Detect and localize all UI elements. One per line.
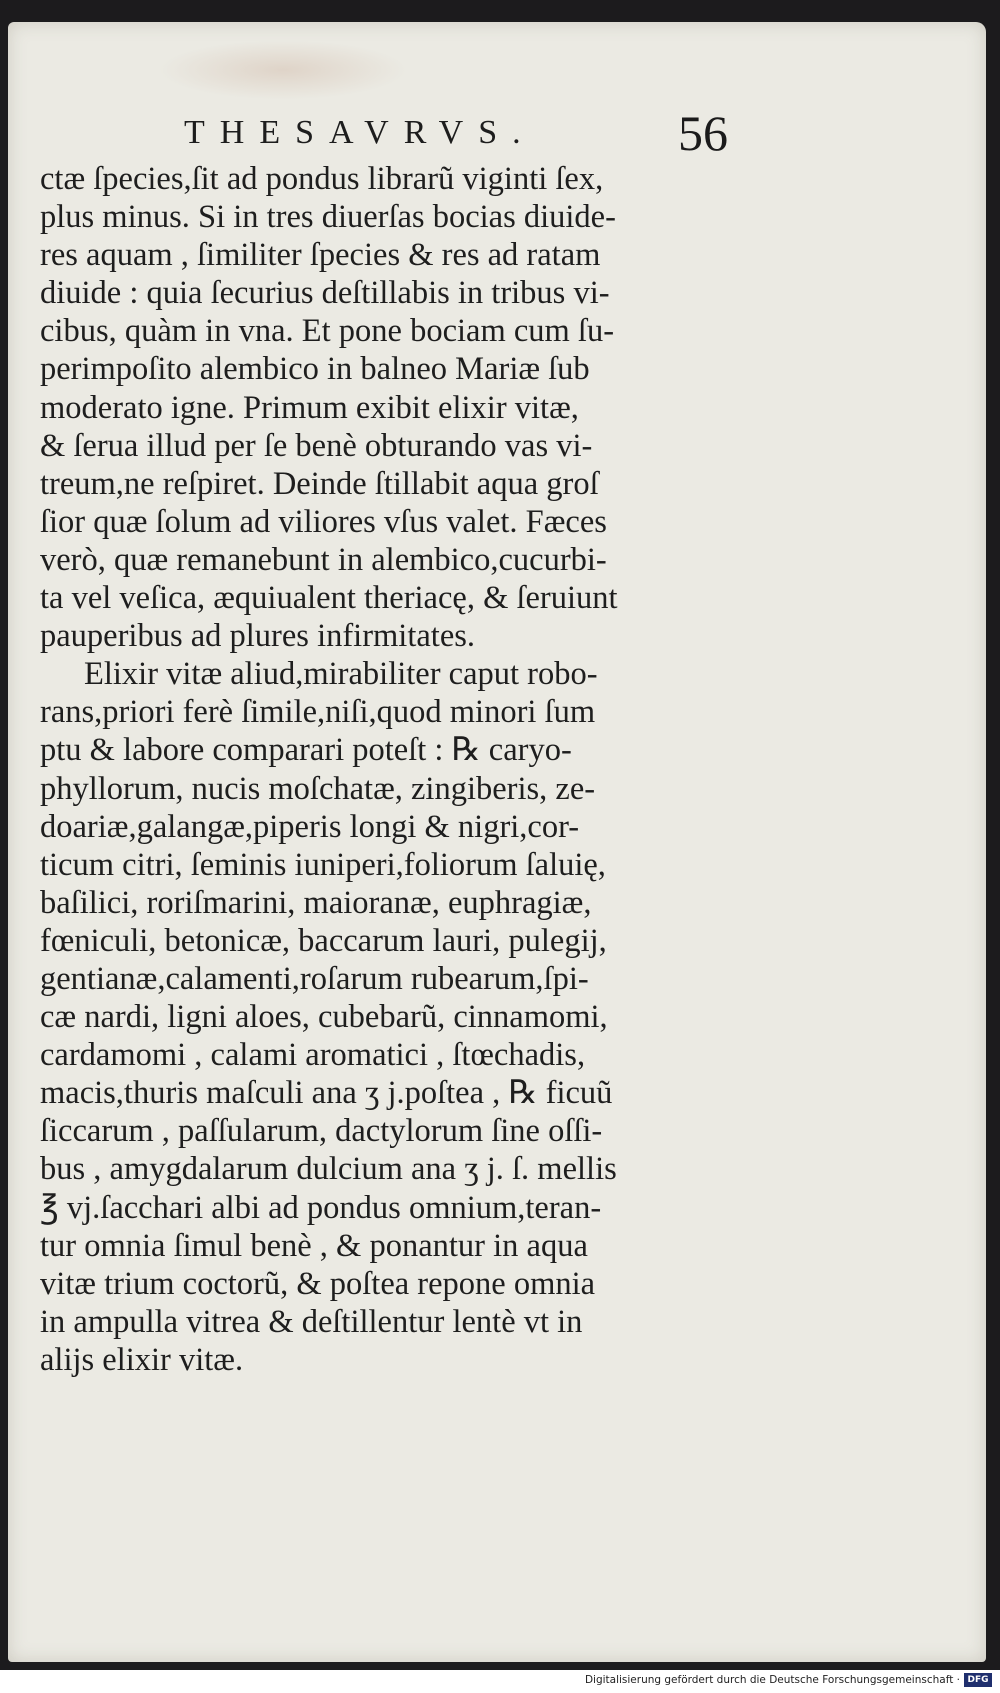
- text-line: ctæ ſpecies,ſit ad pondus librarũ viginti ſex,: [40, 161, 604, 197]
- text-line: moderato igne. Primum exibit elixir vitæ,: [40, 389, 579, 426]
- book-page: [8, 22, 986, 1662]
- text-line: ticum citri, ſeminis iuniperi,foliorum ſaluię,: [40, 846, 606, 883]
- text-line: in ampulla vitrea & deſtillentur lentè vt in: [40, 1303, 583, 1340]
- text-line: alijs elixir vitæ.: [40, 1341, 244, 1378]
- dfg-logo: DFG: [964, 1673, 992, 1687]
- text-line: phyllorum, nucis moſchatæ, zingiberis, ze-: [40, 770, 596, 807]
- text-line: rans,priori ferè ſimile,niſi,quod minori ſum: [40, 694, 596, 731]
- text-line: cæ nardi, ligni aloes, cubebarũ, cinnamomi,: [40, 999, 608, 1036]
- text-line: ſior quæ ſolum ad viliores vſus valet. Fæces: [40, 503, 607, 540]
- text-line: baſilici, roriſmarini, maioranæ, euphragiæ,: [40, 884, 592, 921]
- text-line: bus , amygdalarum dulcium ana ʒ j. ſ. mellis: [40, 1151, 617, 1188]
- text-line: ta vel veſica, æquiualent theriacę, & ſeruiunt: [40, 580, 618, 617]
- text-line: gentianæ,calamenti,roſarum rubearum,ſpi-: [40, 960, 589, 997]
- text-line: treum,ne reſpiret. Deinde ſtillabit aqua groſ: [40, 465, 599, 502]
- running-title: THESAVRVS.: [184, 114, 536, 151]
- text-line: plus minus. Si in tres diuerſas bocias diuide-: [40, 199, 616, 236]
- text-line: tur omnia ſimul benè , & ponantur in aqua: [40, 1227, 588, 1264]
- text-line: perimpoſito alembico in balneo Mariæ ſub: [40, 351, 590, 388]
- text-line: ſiccarum , paſſularum, dactylorum ſine oſſi-: [40, 1113, 603, 1150]
- text-line: fœniculi, betonicæ, baccarum lauri, pulegij,: [40, 922, 607, 959]
- text-line: res aquam , ſimiliter ſpecies & res ad ratam: [40, 237, 601, 274]
- text-line: doariæ,galangæ,piperis longi & nigri,cor-: [40, 808, 580, 845]
- page-number: 56: [678, 105, 728, 161]
- digitization-footer: [0, 1670, 1000, 1693]
- text-line: vitæ trium coctorũ, & poſtea repone omnia: [40, 1265, 596, 1302]
- text-line: diuide : quia ſecurius deſtillabis in tribus vi-: [40, 275, 610, 312]
- text-line: cardamomi , calami aromatici , ſtœchadis,: [40, 1037, 586, 1074]
- text-line: ℥ vj.ſacchari albi ad pondus omnium,teran-: [40, 1189, 602, 1226]
- page-stain: [158, 40, 408, 100]
- text-line: pauperibus ad plures infirmitates.: [40, 618, 476, 655]
- text-line: verò, quæ remanebunt in alembico,cucurbi-: [40, 541, 607, 578]
- text-line: ptu & labore comparari poteſt : ℞ caryo-: [40, 732, 572, 769]
- text-line: & ſerua illud per ſe benè obturando vas vi-: [40, 427, 593, 464]
- text-line: cibus, quàm in vna. Et pone bociam cum ſu-: [40, 313, 615, 350]
- body-text: [40, 160, 720, 1379]
- footer-credit: Digitalisierung gefördert durch die Deutsche Forschungsgemeinschaft ·: [584, 1674, 960, 1686]
- text-line: macis,thuris maſculi ana ʒ j.poſtea , ℞ ficuũ: [40, 1075, 613, 1112]
- text-line: Elixir vitæ aliud,mirabiliter caput robo-: [84, 656, 598, 693]
